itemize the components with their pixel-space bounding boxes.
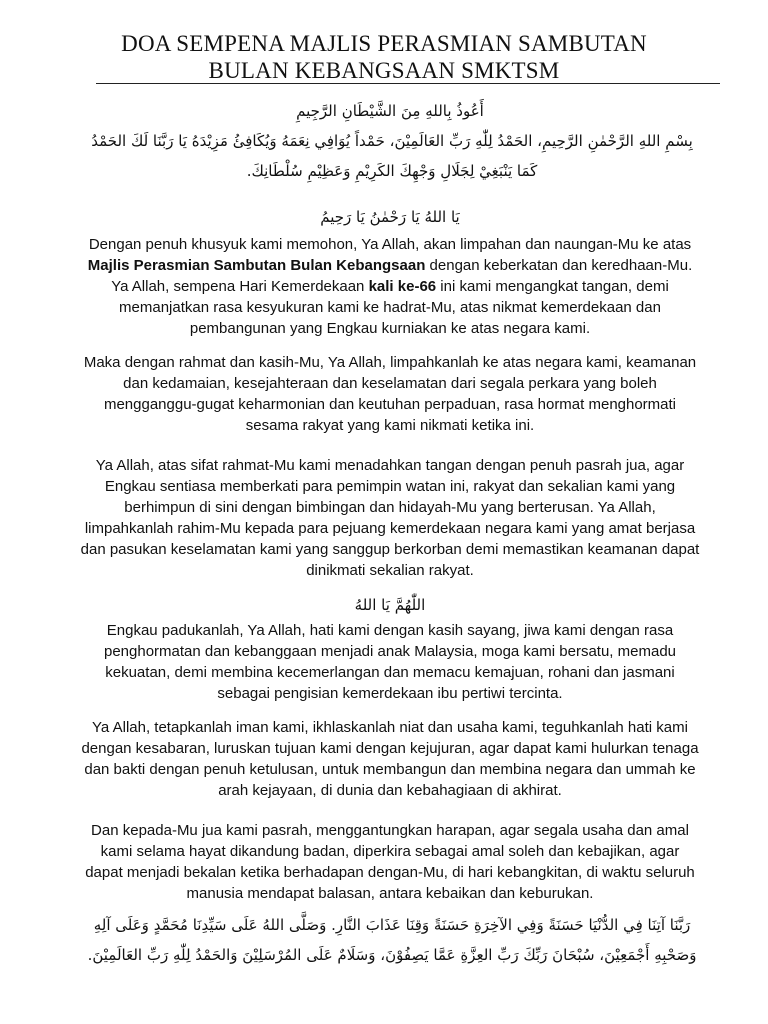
- paragraph-1-text-a: Dengan penuh khusyuk kami memohon, Ya Allah, akan limpahan dan naungan-Mu ke atas: [88, 236, 692, 253]
- arabic-invocation-1: يَا اللهُ يَا رَحْمٰنُ يَا رَحِيمُ: [320, 208, 460, 226]
- arabic-closing: رَبَّنَا آتِنَا فِي الدُّنْيَا حَسَنَةً وَفِي الآخِرَةِ حَسَنَةً وَقِنَا عَذَابَ النَّارِ. وَصَلَّى اللهُ عَلَى سَيِّدِنَا مُحَمَّدٍ وَعَلَى آلِهِ وَصَحْبِهِ أَجْمَعِيْنَ، سُبْحَانَ رَبِّكَ رَبِّ العِزَّةِ عَمَّا يَصِفُوْنَ، وَسَلَامٌ عَلَى المُرْسَلِيْنَ وَالحَمْدُ لِلّٰهِ رَبِّ العَالَمِيْنَ.: [87, 916, 697, 964]
- arabic-taawwudz: أَعُوذُ بِاللهِ مِنَ الشَّيْطَانِ الرَّجِيمِ: [296, 102, 484, 120]
- event-name-bold: Majlis Perasmian Sambutan Bulan Kebangsaan: [87, 257, 426, 274]
- paragraph-5: Ya Allah, tetapkanlah iman kami, ikhlaskanlah niat dan usaha kami, teguhkanlah hati kami dengan kesabaran, luruskan tujuan kami dengan kejujuran, agar dapat kami hulurkan tenaga dan bakti dengan penuh ketulusan, untuk membangun dan membina negara dan ummah ke arah kejayaan, di dunia dan kebahagiaan di akhirat.: [81, 719, 699, 799]
- paragraph-1-text-b: dengan keberkatan dan keredhaan-Mu. Ya Allah, sempena Hari Kemerdekaan: [111, 257, 693, 295]
- paragraph-4: Engkau padukanlah, Ya Allah, hati kami dengan kasih sayang, jiwa kami dengan rasa penghormatan dan kebanggaan menjadi anak Malaysia, moga kami bersatu, memadu kekuatan, demi membina kecemerlangan dan memacu kemajuan, rohani dan jasmani sebagai pengisian kemerdekaan ibu pertiwi tercinta.: [103, 622, 676, 702]
- title-divider: [96, 83, 720, 84]
- anniversary-bold: kali ke-66: [368, 278, 437, 295]
- paragraph-2: Maka dengan rahmat dan kasih-Mu, Ya Allah, limpahkanlah ke atas negara kami, keamanan dan kedamaian, kesejahteraan dan keselamatan dari segala perkara yang boleh mengganggu-gugat keharmonian dan keutuhan perpaduan, rasa hormat menghormati sesama rakyat yang kami nikmati ketika ini.: [83, 354, 697, 434]
- arabic-opening: بِسْمِ اللهِ الرَّحْمٰنِ الرَّحِيمِ، الحَمْدُ لِلّٰهِ رَبِّ العَالَمِيْنَ، حَمْداً يُوَافِي نِعَمَهُ وَيُكَافِئُ مَزِيْدَهُ يَا رَبَّنَا لَكَ الحَمْدُ كَمَا يَنْبَغِيْ لِجَلَالِ وَجْهِكَ الكَرِيْمِ وَعَظِيْمِ سُلْطَانِكَ.: [91, 132, 693, 180]
- paragraph-3: Ya Allah, atas sifat rahmat-Mu kami menadahkan tangan dengan penuh pasrah jua, agar Engkau sentiasa memberkati para pemimpin watan ini, rakyat dan sekalian kami yang berhimpun di sini dengan bimbingan dan hidayah-Mu yang berterusan. Ya Allah, limpahkanlah rahim-Mu kepada para pejuang kemerdekaan negara kami yang amat berjasa dan pasukan keselamatan kami yang sanggup berkorban demi memastikan keamanan dapat dinikmati sekalian rakyat.: [80, 457, 700, 579]
- paragraph-1: [80, 234, 700, 339]
- paragraph-6: Dan kepada-Mu jua kami pasrah, menggantungkan harapan, agar segala usaha dan amal kami selama hayat dikandung badan, diperkira sebagai amal soleh dan kebajikan, agar dapat menjadi bekalan ketika berhadapan dengan-Mu, di hari kebangkitan, di waktu seluruh manusia mendapat balasan, antara kebaikan dan keburukan.: [85, 822, 695, 902]
- page-title: [0, 30, 768, 84]
- title-line-1: DOA SEMPENA MAJLIS PERASMIAN SAMBUTAN: [121, 31, 647, 56]
- paragraph-1-text-c: ini kami mengangkat tangan, demi memanjatkan rasa kesyukuran kami ke hadrat-Mu, atas nikmat kemerdekaan dan pembangunan yang Engkau kurniakan ke atas negara kami.: [119, 278, 669, 337]
- arabic-invocation-2: اللّٰهُمَّ يَا اللهُ: [354, 596, 426, 614]
- title-line-2: BULAN KEBANGSAAN SMKTSM: [208, 58, 560, 83]
